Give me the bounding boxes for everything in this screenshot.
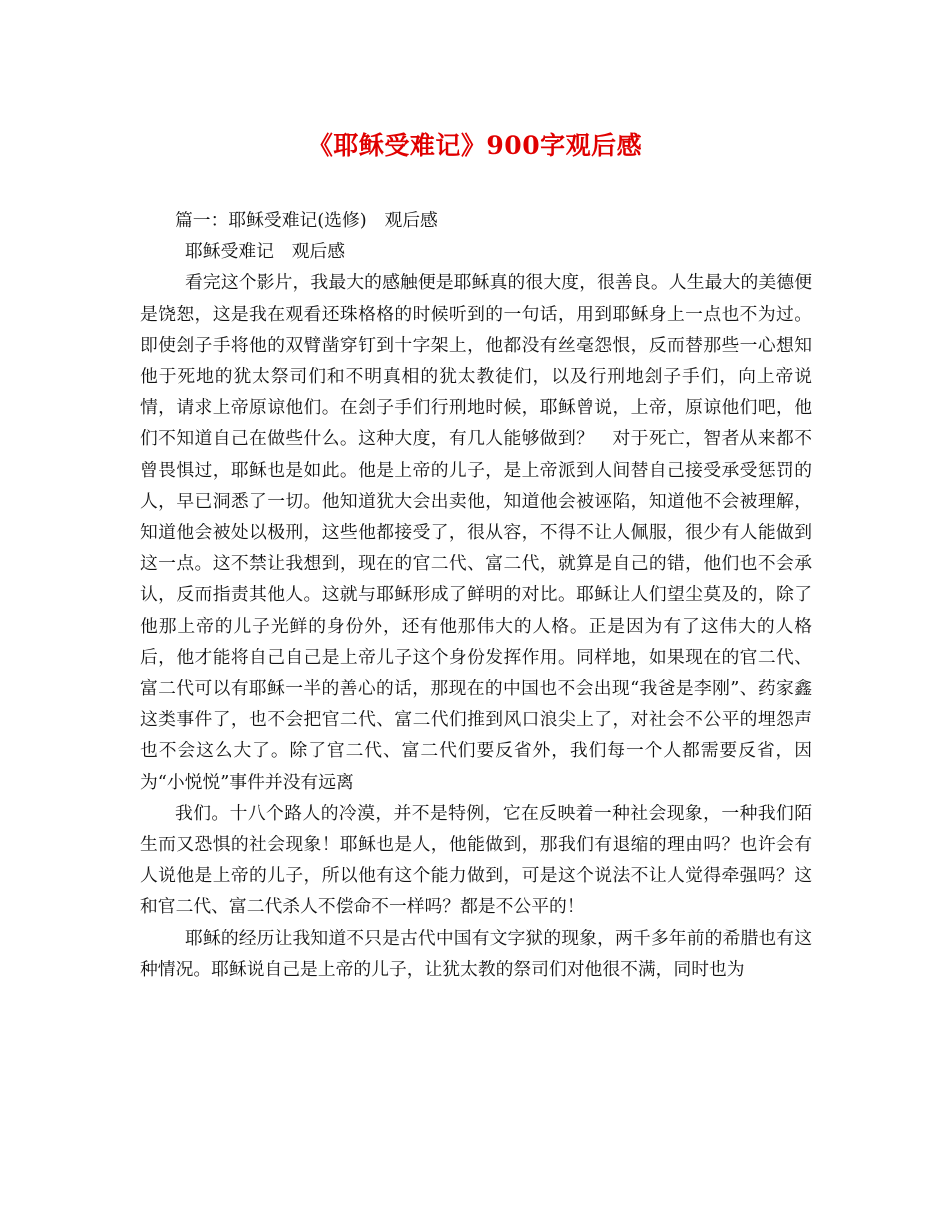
body-paragraph-3: 耶稣的经历让我知道不只是古代中国有文字狱的现象，两千多年前的希腊也有这种情况。耶稣说自己是上帝的儿子，让犹太教的祭司们对他很不满，同时也为 (140, 927, 812, 980)
body-paragraph-1: 看完这个影片，我最大的感触便是耶稣真的很大度，很善良。人生最大的美德便是饶恕，这是我在观看还珠格格的时候听到的一句话，用到耶稣身上一点也不为过。即使刽子手将他的双臂凿穿钉到十字架上，他都没有丝毫怨恨，反而替那些一心想知他于死地的犹太祭司们和不明真相的犹太教徒们，以及行刑地刽子手们，向上帝说情，请求上帝原谅他们。在刽子手们行刑地时候，耶稣曾说，上帝，原谅他们吧，他们不知道自己在做些什么。这种大度，有几人能够做到？ 对于死亡，智者从来都不曾畏惧过，耶稣也是如此。他是上帝的儿子，是上帝派到人间替自己接受承受惩罚的人，早已洞悉了一切。他知道犹大会出卖他，知道他会被诬陷，知道他不会被理解，知道他会被处以极刑，这些他都接受了，很从容，不得不让人佩服，很少有人能做到这一点。这不禁让我想到，现在的官二代、富二代，就算是自己的错，他们也不会承认，反而指责其他人。这就与耶稣形成了鲜明的对比。耶稣让人们望尘莫及的，除了他那上帝的儿子光鲜的身份外，还有他那伟大的人格。正是因为有了这伟大的人格后，他才能将自己自己是上帝儿子这个身份发挥作用。同样地，如果现在的官二代、富二代可以有耶稣一半的善心的话，那现在的中国也不会出现“我爸是李刚”、药家鑫这类事件了，也不会把官二代、富二代们推到风口浪尖上了，对社会不公平的埋怨声也不会这么大了。除了官二代、富二代们要反省外，我们每一个人都需要反省，因为“小悦悦”事件并没有远离 (140, 272, 812, 793)
body-paragraph-2: 我们。十八个路人的冷漠，并不是特例，它在反映着一种社会现象，一种我们陌生而又恐惧的社会现象！耶稣也是人，他能做到，那我们有退缩的理由吗？也许会有人说他是上帝的儿子，所以他有这个能力做到，可是这个说法不让人觉得牵强吗？这和官二代、富二代杀人不偿命不一样吗？都是不公平的！ (140, 802, 812, 918)
document-body (140, 205, 812, 985)
document-title: 《耶稣受难记》900字观后感 (307, 131, 643, 160)
section-subheading: 耶稣受难记 观后感 (185, 241, 346, 263)
section-heading: 篇一：耶稣受难记(选修) 观后感 (175, 210, 438, 231)
